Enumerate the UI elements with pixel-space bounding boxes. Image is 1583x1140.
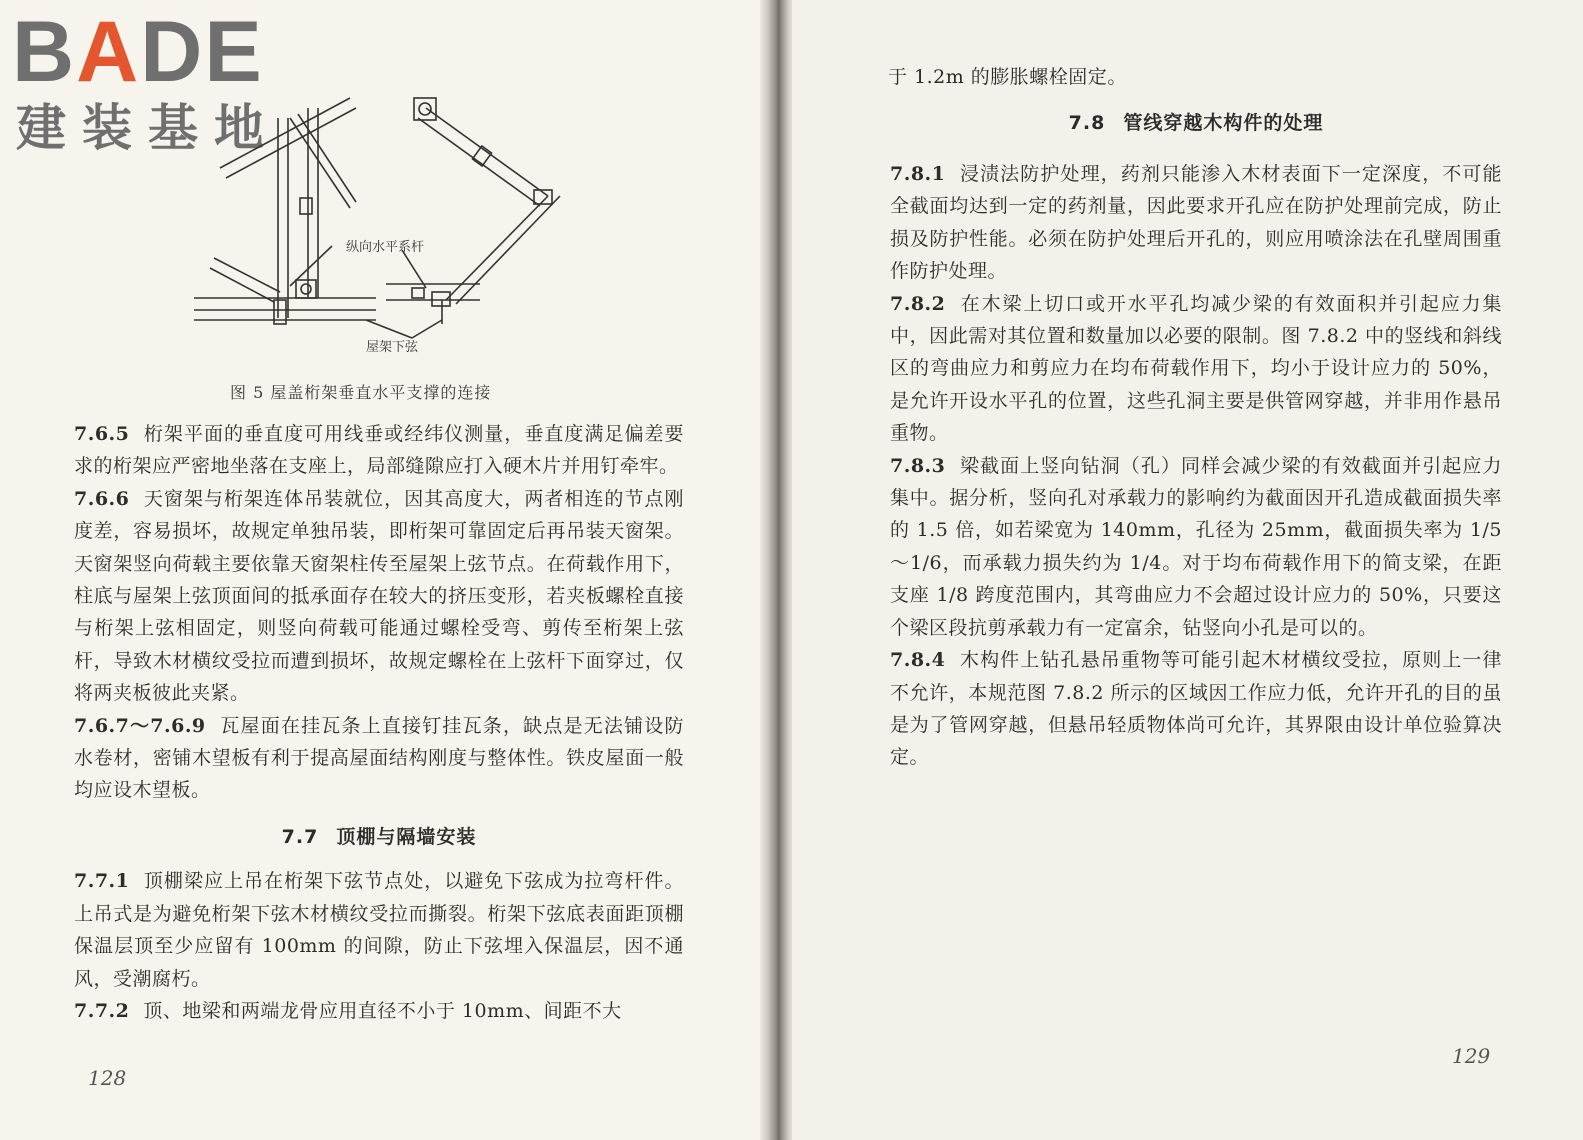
logo-subtitle: 建装基地 [16,99,280,157]
clause-text: 梁截面上竖向钻洞（孔）同样会减少梁的有效截面并引起应力集中。据分析，竖向孔对承载力的影响约为截面因开孔造成截面损失率的 1.5 倍，如若梁宽为 140mm，孔径为 25mm，截面损失率为 1/5～1/6，而承载力损失约为 1/4。对于均布荷载作用下的简支梁，在距支座 1/8 跨度范围内，其弯曲应力不会超过设计应力的 50%，只要这个梁区段抗剪承载力有一定富余，钻竖向小孔是可以的。 [890,454,1502,639]
section-number: 7.7 [281,825,319,848]
left-body [74,418,684,1027]
paragraph-7-8-2 [890,288,1502,450]
clause-number: 7.8.4 [890,649,946,672]
truss-bracing-figure [180,88,600,368]
clause-number: 7.6.6 [74,487,130,510]
clause-text: 浸渍法防护处理，药剂只能渗入木材表面下一定深度，不可能全截面均达到一定的药剂量，因此要求开孔应在防护处理前完成，防止损及防护性能。必须在防护处理后开孔的，则应用喷涂法在孔壁周围重作防护处理。 [890,163,1502,283]
right-body [890,158,1502,774]
paragraph-7-7-2 [74,995,684,1027]
clause-text: 桁架平面的垂直度可用线垂或经纬仪测量，垂直度满足偏差要求的桁架应严密地坐落在支座上，局部缝隙应打入硬木片并用钉牵牢。 [74,423,684,478]
clause-text: 顶棚梁应上吊在桁架下弦节点处，以避免下弦成为拉弯杆件。上吊式是为避免桁架下弦木材横纹受拉而撕裂。桁架下弦底表面距顶棚保温层顶至少应留有 100mm 的间隙，防止下弦埋入保温层，因不通风，受潮腐朽。 [74,870,684,990]
paragraph-7-8-4 [890,644,1502,774]
clause-text: 顶、地梁和两端龙骨应用直径不小于 10mm、间距不大 [143,999,622,1022]
logo-letter-a: A [76,4,141,100]
clause-number: 7.7.1 [74,870,130,893]
clause-text: 瓦屋面在挂瓦条上直接钉挂瓦条，缺点是无法铺设防水卷材，密铺木望板有利于提高屋面结构刚度与整体性。铁皮屋面一般均应设木望板。 [74,714,685,802]
clause-number: 7.8.2 [890,292,946,315]
clause-text: 在木梁上切口或开水平孔均减少梁的有效面积并引起应力集中，因此需对其位置和数量加以必要的限制。图 7.8.2 中的竖线和斜线区的弯曲应力和剪应力在均布荷载作用下，均小于设计应力的 50%，是允许开设水平孔的位置，这些孔洞主要是供管网穿越，并非用作悬吊重物。 [890,292,1502,445]
section-7-8-heading [890,108,1502,135]
paragraph-7-7-1 [74,865,684,995]
logo-letter-b: B [12,4,77,100]
clause-number: 7.6.7～7.6.9 [74,714,206,737]
clause-text: 木构件上钻孔悬吊重物等可能引起木材横纹受拉，原则上一律不允许，本规范图 7.8.2 所示的区域因工作应力低，允许开孔的目的虽是为了管网穿越，但悬吊轻质物体尚可允许，其界限由设计单位验算决定。 [890,649,1502,769]
paragraph-7-8-3 [890,450,1502,644]
section-number: 7.8 [1068,112,1106,134]
clause-number: 7.8.1 [890,163,946,185]
paragraph-7-8-1 [890,158,1502,288]
clause-number: 7.8.3 [890,454,946,477]
paragraph-7-6-7 [74,710,684,807]
truss-bracing-drawing [180,88,600,368]
label-longitudinal-tie: 纵向水平系杆 [346,240,425,255]
logo-wordmark [12,6,264,98]
book-gutter [760,0,796,1140]
clause-number: 7.6.5 [74,423,130,445]
continued-text: 于 1.2m 的膨胀螺栓固定。 [888,66,1127,88]
paragraph-7-6-5 [74,418,684,483]
paragraph-7-6-6 [74,483,684,710]
section-title: 管线穿越木构件的处理 [1123,112,1324,134]
figure-caption: 图 5 屋盖桁架垂直水平支撑的连接 [230,383,492,402]
left-page [0,0,770,1140]
label-bottom-chord: 屋架下弦 [366,340,419,355]
section-title: 顶棚与隔墙安装 [336,825,477,848]
section-7-7-heading [74,821,684,853]
clause-number: 7.7.2 [74,999,130,1022]
clause-text: 天窗架与桁架连体吊装就位，因其高度大，两者相连的节点刚度差，容易损坏，故规定单独吊装，即桁架可靠固定后再吊装天窗架。天窗架竖向荷载主要依靠天窗架柱传至屋架上弦节点。在荷载作用下，柱底与屋架上弦顶面间的抵承面存在较大的挤压变形，若夹板螺栓直接与桁架上弦相固定，则竖向荷载可能通过螺栓受弯、剪传至桁架上弦杆，导致木材横纹受拉而遭到损坏，故规定螺栓在上弦杆下面穿过，仅将两夹板彼此夹紧。 [74,487,684,705]
page-number-left: 128 [88,1066,127,1090]
logo-letters-de: DE [140,4,264,100]
page-number-right: 129 [1452,1044,1491,1068]
